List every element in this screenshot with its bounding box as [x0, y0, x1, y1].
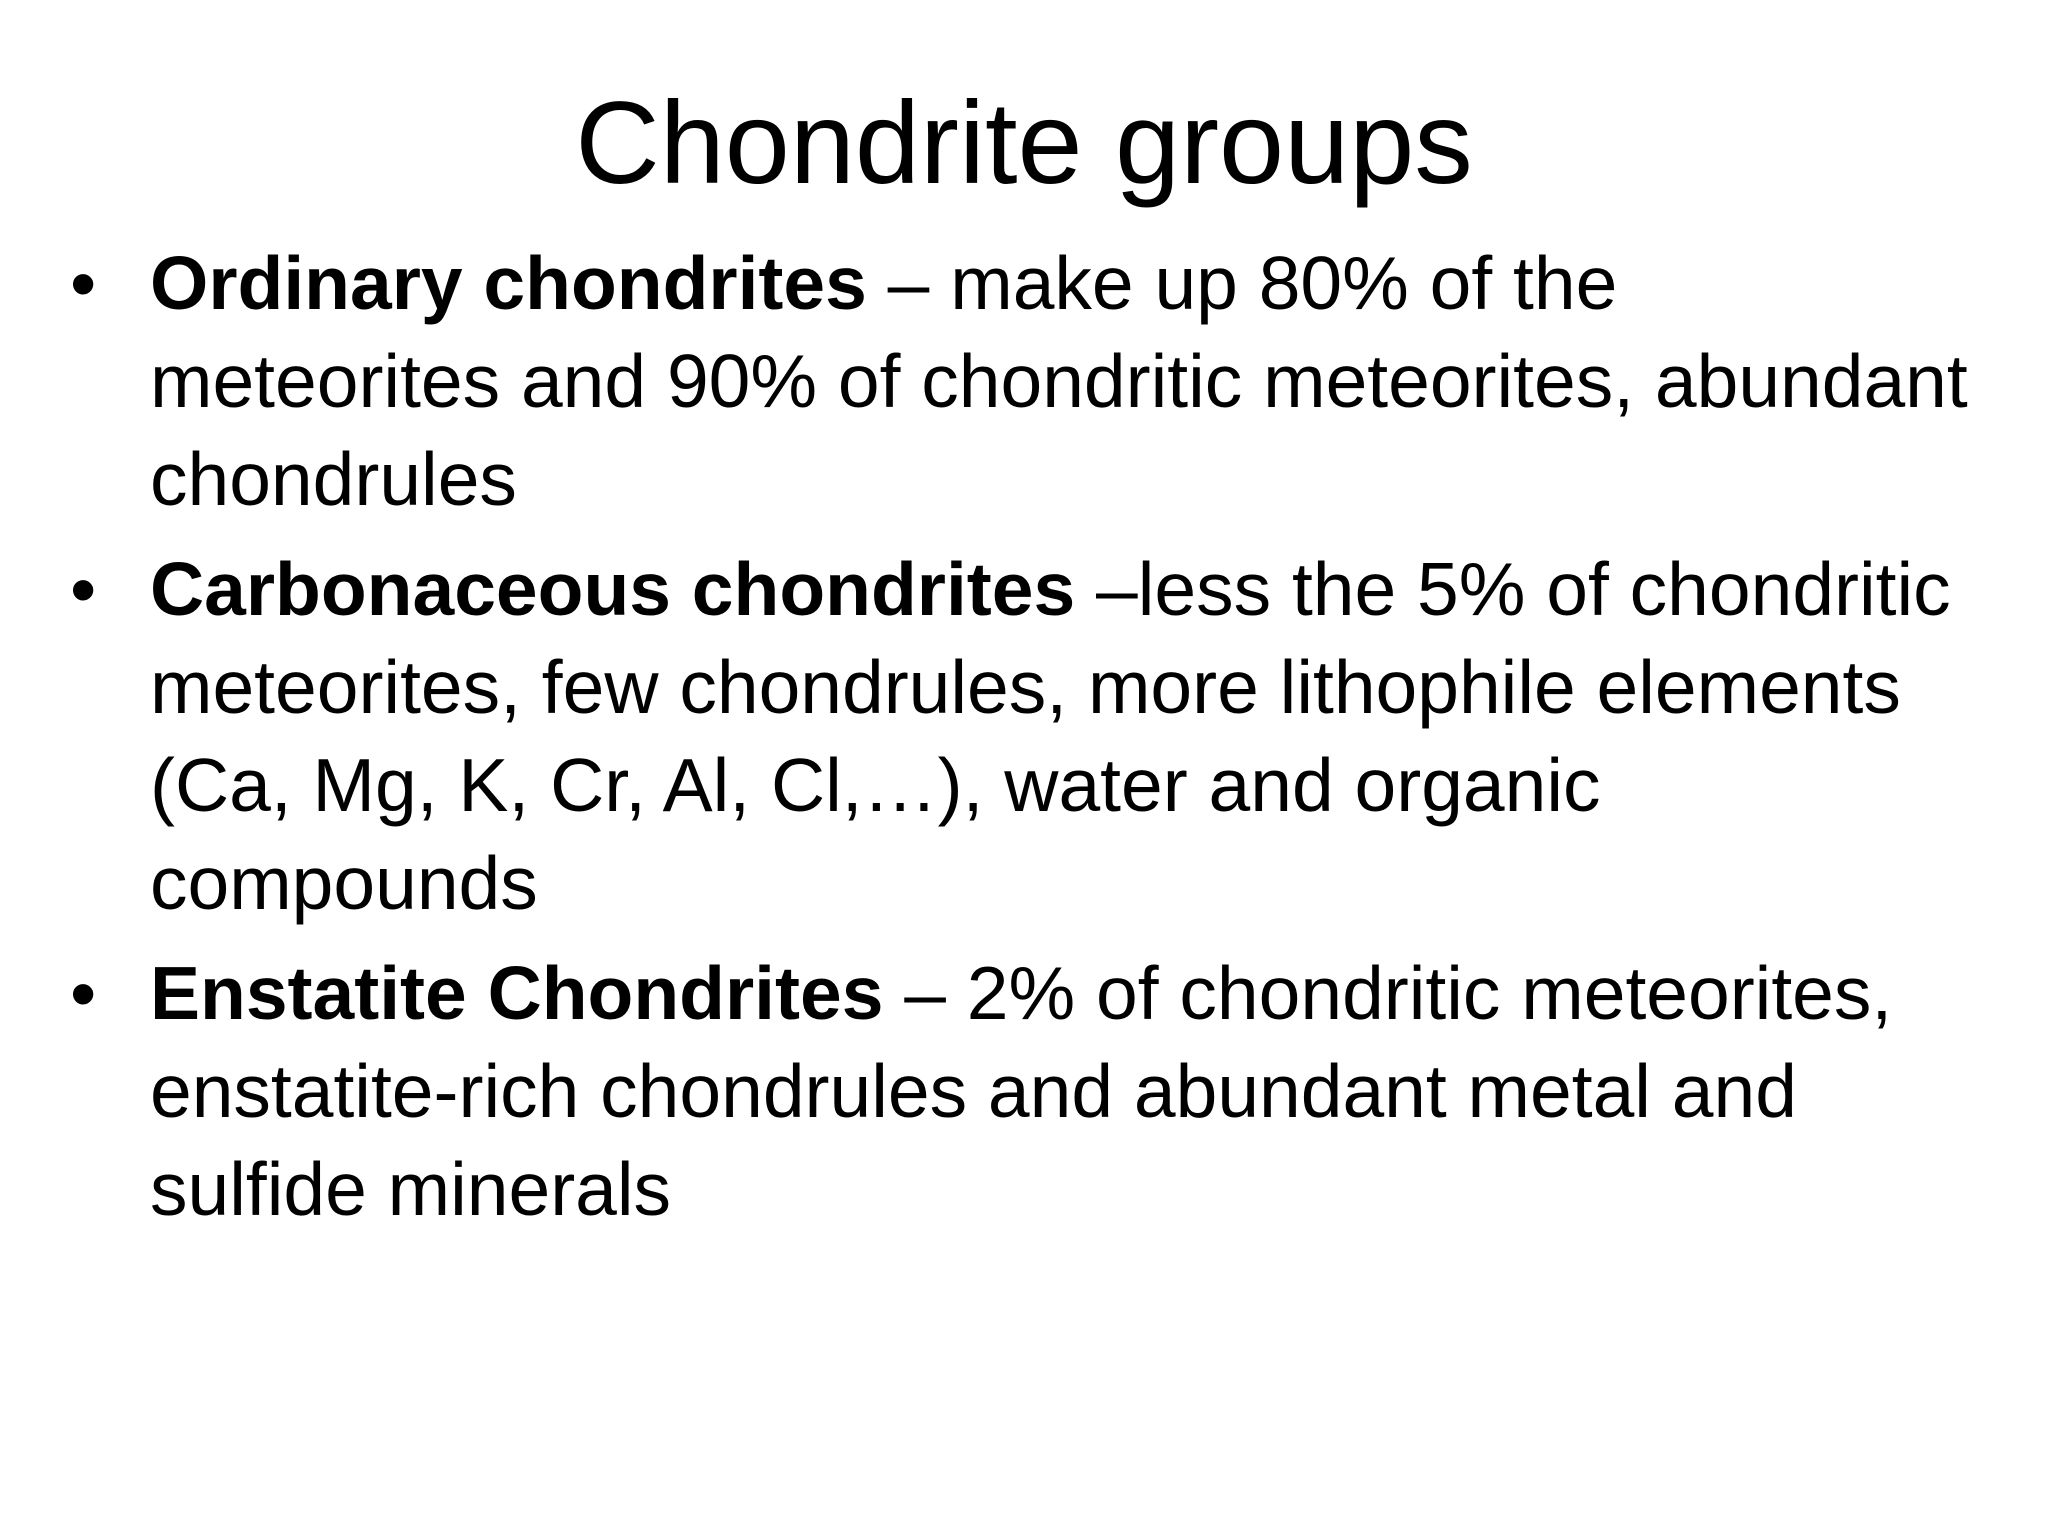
slide-title: Chondrite groups [575, 77, 1473, 208]
bullet-item-enstatite-chondrites [0, 944, 2048, 1238]
bullet-text: –less the 5% of chondritic meteorites, few chondrules, more lithophile elements (Ca, Mg, K, Cr, Al, Cl,…), water and organic compounds [150, 547, 1951, 925]
bullet-text: – make up 80% of the meteorites and 90% of chondritic meteorites, abundant chondrules [150, 241, 1968, 521]
bullet-item-ordinary-chondrites [0, 234, 2048, 528]
bullet-term: Ordinary chondrites [150, 241, 867, 325]
bullet-icon: • [70, 547, 97, 631]
bullet-term: Enstatite Chondrites [150, 951, 884, 1035]
bullet-text: – 2% of chondritic meteorites, enstatite-rich chondrules and abundant metal and sulfide minerals [150, 951, 1893, 1231]
bullet-icon: • [70, 951, 97, 1035]
bullet-item-carbonaceous-chondrites [0, 540, 2048, 932]
bullet-icon: • [70, 241, 97, 325]
bullet-term: Carbonaceous chondrites [150, 547, 1076, 631]
bullet-list [0, 234, 2048, 1250]
